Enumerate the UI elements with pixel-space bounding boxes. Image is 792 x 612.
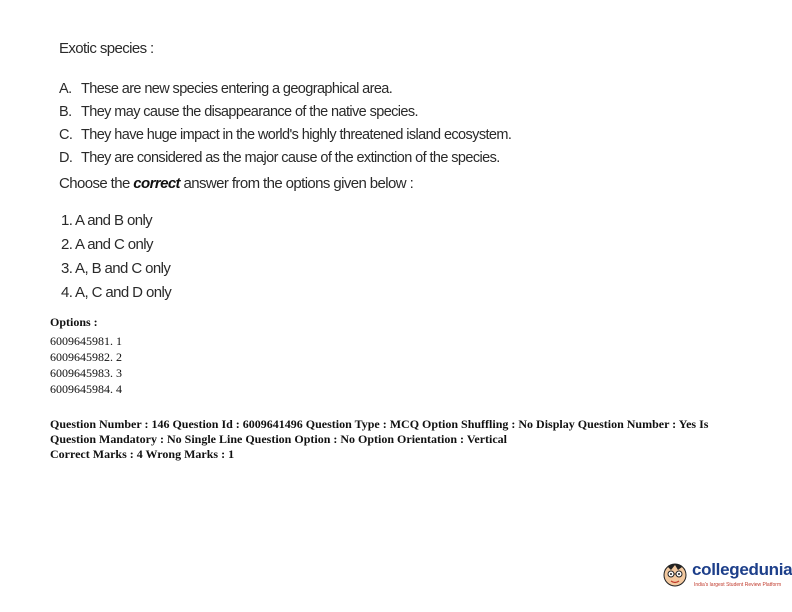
choice-2: 2. A and C only (61, 236, 153, 253)
answer-instruction (59, 175, 413, 192)
logo-wordmark: collegedunia (692, 560, 792, 579)
choice-3: 3. A, B and C only (61, 260, 171, 277)
statement-letter: A. (59, 81, 72, 97)
options-header: Options : (50, 315, 98, 329)
option-item: 6009645984. 4 (50, 382, 122, 396)
statement-text: They are considered as the major cause of the extinction of the species. (81, 150, 500, 166)
statement-text: They have huge impact in the world's highly threatened island ecosystem. (81, 127, 512, 143)
statement-letter: C. (59, 127, 73, 143)
question-title: Exotic species : (59, 40, 154, 57)
instruction-text: answer from the options given below : (179, 175, 414, 192)
choice-4: 4. A, C and D only (61, 284, 172, 301)
statement-text: They may cause the disappearance of the native species. (81, 104, 418, 120)
options-block (50, 315, 122, 397)
student-mascot-icon (660, 558, 690, 588)
question-metadata (50, 417, 750, 462)
instruction-text: Choose the (59, 175, 134, 192)
statement-text: These are new species entering a geographical area. (81, 81, 393, 97)
metadata-line: Correct Marks : 4 Wrong Marks : 1 (50, 447, 235, 461)
logo-tagline: India's largest Student Review Platform (694, 582, 782, 588)
statement-d (59, 150, 500, 166)
option-item: 6009645982. 2 (50, 350, 122, 364)
instruction-emphasis: correct (133, 175, 180, 192)
statement-letter: D. (59, 150, 73, 166)
statement-b (59, 104, 418, 120)
statement-c (59, 127, 511, 143)
statement-letter: B. (59, 104, 72, 120)
collegedunia-logo (660, 556, 792, 596)
metadata-line: Question Mandatory : No Single Line Question Option : No Option Orientation : Vertical (50, 432, 508, 446)
metadata-line: Question Number : 146 Question Id : 6009641496 Question Type : MCQ Option Shuffling : No Display Question Number : Yes Is (50, 417, 709, 431)
option-item: 6009645981. 1 (50, 334, 122, 348)
statement-a (59, 81, 392, 97)
option-item: 6009645983. 3 (50, 366, 122, 380)
choice-1: 1. A and B only (61, 212, 153, 229)
